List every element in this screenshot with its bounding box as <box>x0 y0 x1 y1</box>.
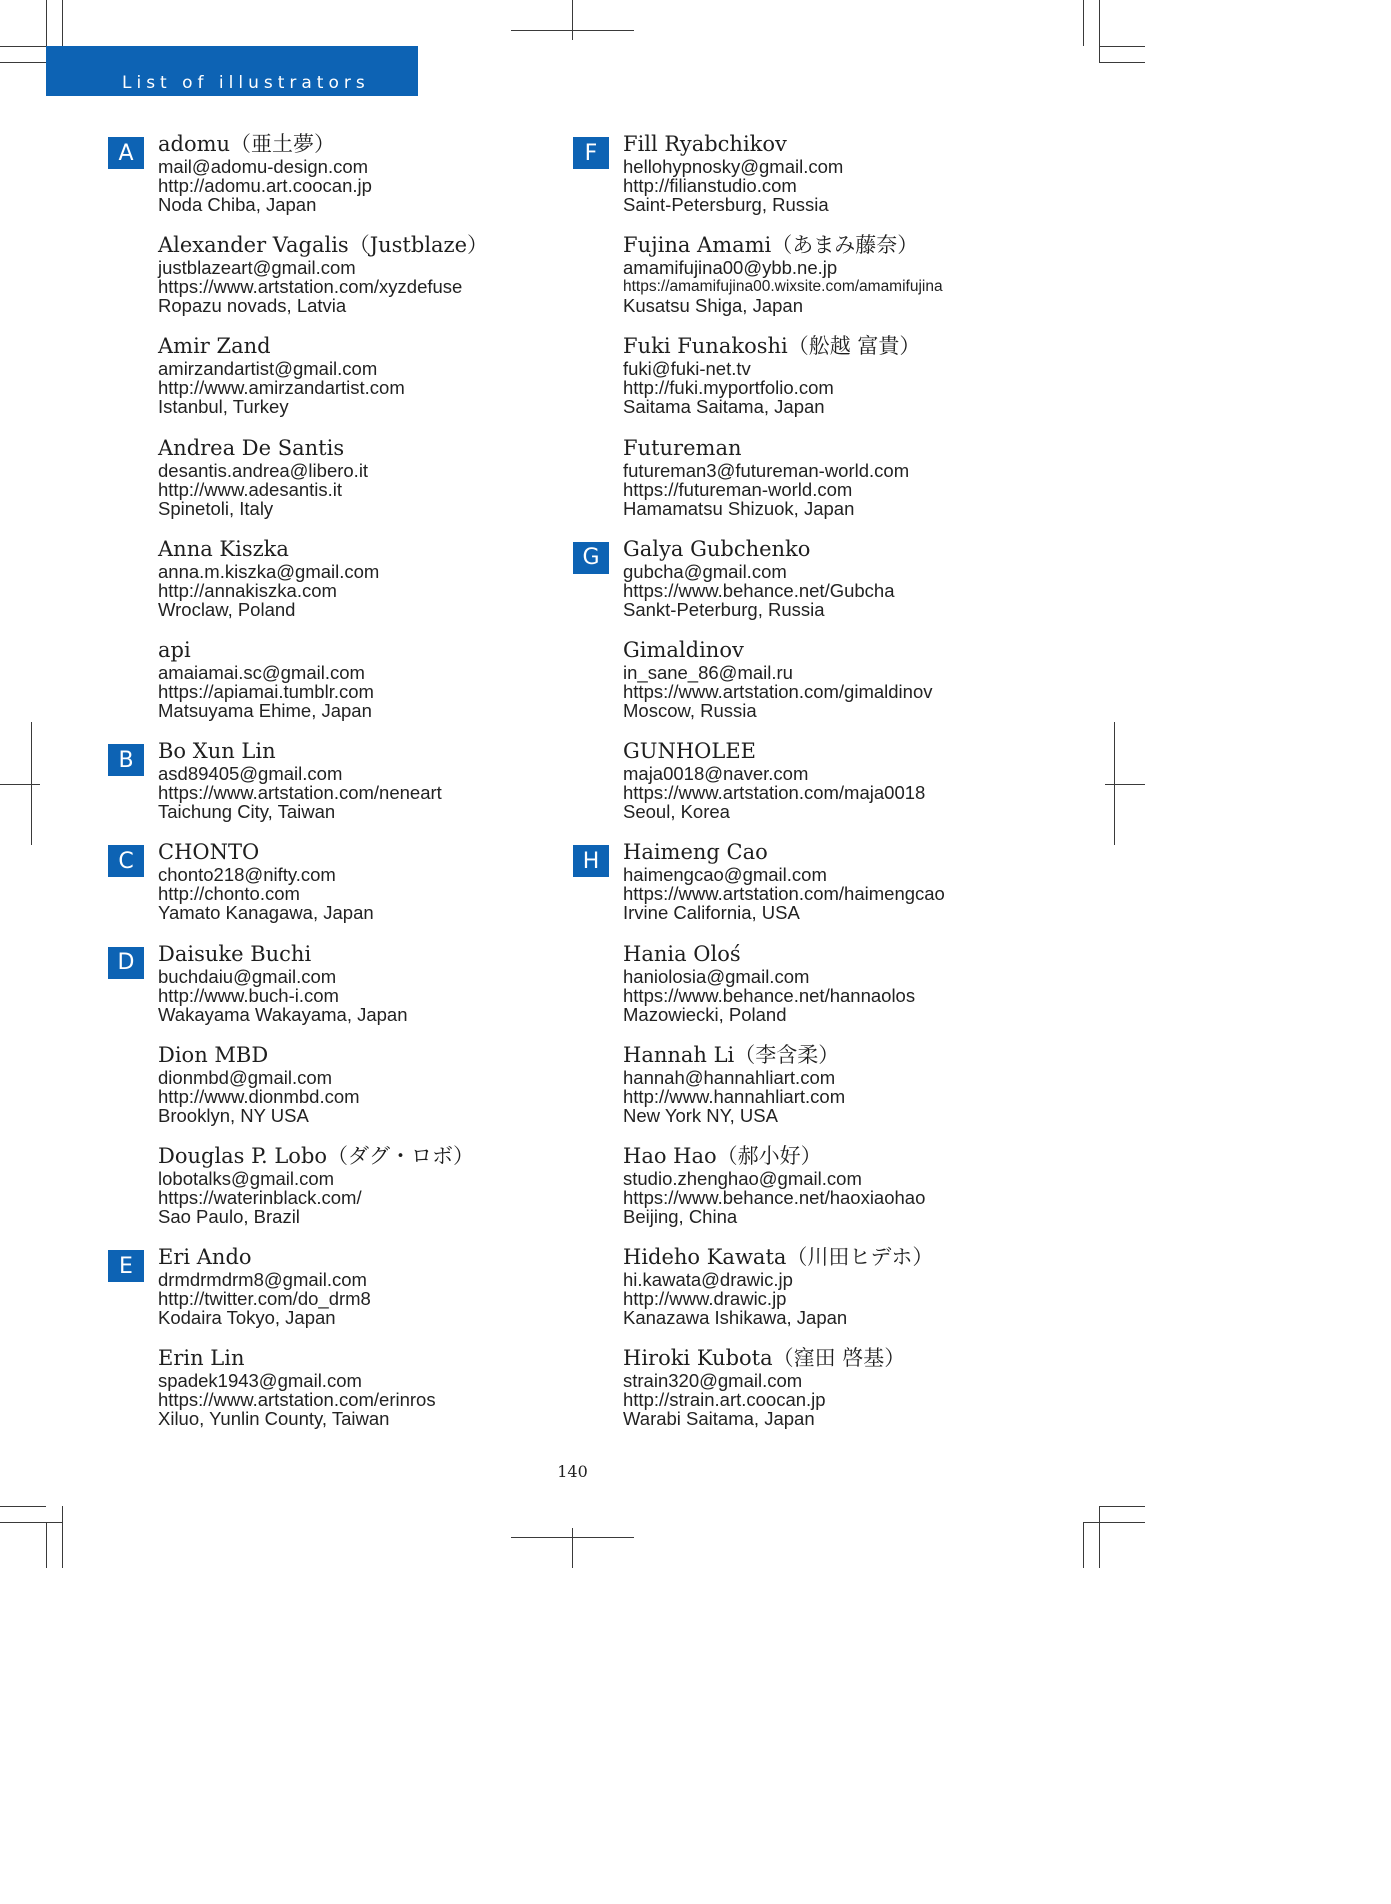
illustrator-name: Futureman <box>623 435 742 460</box>
illustrator-website[interactable]: http://www.buch-i.com <box>158 984 339 1006</box>
illustrator-email[interactable]: hi.kawata@drawic.jp <box>623 1269 793 1291</box>
illustrator-name: Gimaldinov <box>623 637 744 662</box>
illustrator-location: Seoul, Korea <box>623 801 730 823</box>
illustrator-location: Kusatsu Shiga, Japan <box>623 295 803 317</box>
illustrator-email[interactable]: dionmbd@gmail.com <box>158 1066 333 1088</box>
illustrator-entry <box>573 131 1053 232</box>
illustrator-website[interactable]: https://apiamai.tumblr.com <box>158 680 374 702</box>
illustrator-website[interactable]: http://chonto.com <box>158 883 300 905</box>
illustrator-email[interactable]: lobotalks@gmail.com <box>158 1167 335 1189</box>
illustrator-email[interactable]: maja0018@naver.com <box>623 763 809 785</box>
illustrator-name: Hao Hao（郝小好） <box>623 1143 822 1168</box>
index-letter-badge: A <box>108 137 144 169</box>
illustrator-location: New York NY, USA <box>623 1104 778 1126</box>
index-letter-badge: E <box>108 1250 144 1282</box>
illustrator-name: Hiroki Kubota（窪田 啓基） <box>623 1346 906 1371</box>
crop-mark <box>1099 62 1145 63</box>
illustrator-name: Dion MBD <box>158 1042 269 1067</box>
illustrator-email[interactable]: desantis.andrea@libero.it <box>158 459 369 481</box>
index-letter-badge: H <box>573 845 609 877</box>
illustrator-name: Fill Ryabchikov <box>623 132 787 156</box>
illustrator-location: Sankt-Peterburg, Russia <box>623 598 825 620</box>
illustrator-entry <box>108 435 588 536</box>
crop-mark <box>1099 1506 1100 1568</box>
illustrator-email[interactable]: justblazeart@gmail.com <box>158 257 356 279</box>
index-letter-badge: C <box>108 845 144 877</box>
illustrator-website[interactable]: https://www.artstation.com/maja0018 <box>623 782 926 804</box>
illustrator-website[interactable]: http://www.hannahliart.com <box>623 1085 846 1107</box>
illustrator-name: Alexander Vagalis（Justblaze） <box>158 233 489 258</box>
illustrator-entry <box>108 738 588 839</box>
illustrator-email[interactable]: haniolosia@gmail.com <box>623 965 810 987</box>
illustrator-name: Andrea De Santis <box>158 435 345 460</box>
illustrator-entry <box>108 941 588 1042</box>
crop-mark <box>511 30 634 31</box>
illustrator-entry <box>573 1143 1053 1244</box>
illustrator-website[interactable]: https://www.behance.net/hannaolos <box>623 984 916 1006</box>
illustrator-website[interactable]: http://www.drawic.jp <box>623 1288 787 1310</box>
illustrator-location: Yamato Kanagawa, Japan <box>158 902 374 924</box>
illustrator-entry <box>573 1042 1053 1143</box>
illustrator-location: Mazowiecki, Poland <box>623 1003 787 1025</box>
section-title: List of illustrators <box>122 73 370 93</box>
illustrator-email[interactable]: spadek1943@gmail.com <box>158 1370 362 1392</box>
illustrator-website[interactable]: http://www.amirzandartist.com <box>158 377 405 399</box>
illustrator-website[interactable]: http://twitter.com/do_drm8 <box>158 1288 371 1310</box>
illustrator-email[interactable]: hannah@hannahliart.com <box>623 1066 836 1088</box>
illustrator-email[interactable]: anna.m.kiszka@gmail.com <box>158 560 380 582</box>
illustrator-entry <box>108 1042 588 1143</box>
illustrator-name: Fuki Funakoshi（舩越 富貴） <box>623 334 921 359</box>
right-column <box>573 131 1053 1446</box>
crop-mark <box>1099 1506 1145 1507</box>
illustrator-location: Warabi Saitama, Japan <box>623 1408 815 1430</box>
illustrator-website[interactable]: http://strain.art.coocan.jp <box>623 1389 826 1411</box>
illustrator-entry <box>108 1345 588 1446</box>
crop-mark <box>1105 784 1145 785</box>
illustrator-email[interactable]: futureman3@futureman-world.com <box>623 459 910 481</box>
illustrator-entry <box>573 637 1053 738</box>
illustrator-location: Wakayama Wakayama, Japan <box>158 1003 408 1025</box>
illustrator-email[interactable]: asd89405@gmail.com <box>158 763 343 785</box>
illustrator-entry <box>573 333 1053 434</box>
illustrator-website[interactable]: https://www.artstation.com/haimengcao <box>623 883 945 905</box>
illustrator-name: Anna Kiszka <box>158 536 289 561</box>
illustrator-website[interactable]: http://www.dionmbd.com <box>158 1085 360 1107</box>
illustrator-entry <box>573 232 1053 333</box>
illustrator-location: Saitama Saitama, Japan <box>623 396 825 418</box>
illustrator-name: Bo Xun Lin <box>158 739 276 764</box>
illustrator-email[interactable]: amaiamai.sc@gmail.com <box>158 661 365 683</box>
illustrator-location: Xiluo, Yunlin County, Taiwan <box>158 1408 390 1430</box>
illustrator-location: Istanbul, Turkey <box>158 396 289 418</box>
illustrator-location: Brooklyn, NY USA <box>158 1104 309 1126</box>
illustrator-website[interactable]: http://www.adesantis.it <box>158 478 343 500</box>
illustrator-name: api <box>158 637 191 662</box>
index-letter-badge: D <box>108 947 144 979</box>
illustrator-location: Moscow, Russia <box>623 699 757 721</box>
crop-mark <box>46 0 47 46</box>
crop-mark <box>511 1537 634 1538</box>
illustrator-entry <box>108 131 588 232</box>
crop-mark <box>1114 722 1115 845</box>
illustrator-name: GUNHOLEE <box>623 739 756 764</box>
illustrator-location: Taichung City, Taiwan <box>158 801 336 823</box>
crop-mark <box>62 1506 63 1568</box>
illustrator-website[interactable]: https://www.artstation.com/neneart <box>158 782 442 804</box>
crop-mark <box>0 46 46 47</box>
illustrator-entry <box>108 839 588 940</box>
illustrator-email[interactable]: chonto218@nifty.com <box>158 864 336 886</box>
illustrator-email[interactable]: strain320@gmail.com <box>623 1370 803 1392</box>
illustrator-website[interactable]: https://waterinblack.com/ <box>158 1186 362 1208</box>
crop-mark <box>1099 0 1100 62</box>
illustrator-name: Hannah Li（李含柔） <box>623 1042 840 1067</box>
illustrator-name: Galya Gubchenko <box>623 536 811 561</box>
illustrator-location: Kanazawa Ishikawa, Japan <box>623 1307 848 1329</box>
illustrator-entry <box>108 333 588 434</box>
illustrator-website[interactable]: http://fuki.myportfolio.com <box>623 377 834 399</box>
illustrator-website[interactable]: https://www.behance.net/haoxiaohao <box>623 1186 926 1208</box>
illustrator-location: Sao Paulo, Brazil <box>158 1205 300 1227</box>
illustrator-entry <box>573 941 1053 1042</box>
illustrator-name: CHONTO <box>158 840 260 865</box>
crop-mark <box>0 1522 62 1523</box>
illustrator-website[interactable]: http://adomu.art.coocan.jp <box>158 175 372 196</box>
illustrator-entry <box>573 536 1053 637</box>
illustrator-email[interactable]: amirzandartist@gmail.com <box>158 358 378 380</box>
illustrator-entry <box>573 1244 1053 1345</box>
illustrator-name: adomu（亜土夢） <box>158 132 336 156</box>
illustrator-location: Noda Chiba, Japan <box>158 194 317 215</box>
illustrator-entry <box>108 232 588 333</box>
illustrator-entry <box>108 536 588 637</box>
illustrator-location: Ropazu novads, Latvia <box>158 295 347 317</box>
illustrator-website[interactable]: https://www.behance.net/Gubcha <box>623 579 895 601</box>
crop-mark <box>46 1522 47 1568</box>
illustrator-email[interactable]: fuki@fuki-net.tv <box>623 358 751 380</box>
illustrator-location: Irvine California, USA <box>623 902 800 924</box>
illustrator-name: Haimeng Cao <box>623 840 768 865</box>
illustrator-email[interactable]: drmdrmdrm8@gmail.com <box>158 1269 367 1291</box>
illustrator-email[interactable]: gubcha@gmail.com <box>623 560 787 582</box>
illustrator-entry <box>573 738 1053 839</box>
page-number: 140 <box>557 1462 588 1481</box>
illustrator-name: Erin Lin <box>158 1346 245 1371</box>
illustrator-location: Spinetoli, Italy <box>158 497 274 519</box>
illustrator-email[interactable]: buchdaiu@gmail.com <box>158 965 337 987</box>
illustrator-entry <box>108 1244 588 1345</box>
illustrator-location: Wroclaw, Poland <box>158 598 296 620</box>
crop-mark <box>1083 0 1084 46</box>
illustrator-website[interactable]: https://futureman-world.com <box>623 478 853 500</box>
illustrator-location: Saint-Petersburg, Russia <box>623 194 829 215</box>
illustrator-name: Amir Zand <box>158 334 271 359</box>
crop-mark <box>0 1506 46 1507</box>
crop-mark <box>62 0 63 46</box>
illustrator-entry <box>573 1345 1053 1446</box>
illustrator-location: Beijing, China <box>623 1205 738 1227</box>
left-column <box>108 131 588 1446</box>
illustrator-entry <box>108 637 588 738</box>
illustrator-name: Hideho Kawata（川田ヒデホ） <box>623 1245 934 1270</box>
index-letter-badge: G <box>573 542 609 574</box>
crop-mark <box>572 0 573 40</box>
crop-mark <box>0 62 46 63</box>
illustrator-website[interactable]: http://filianstudio.com <box>623 175 797 196</box>
illustrator-name: Eri Ando <box>158 1245 252 1270</box>
illustrator-website[interactable]: https://www.artstation.com/gimaldinov <box>623 680 933 702</box>
illustrator-name: Fujina Amami（あまみ藤奈） <box>623 233 919 258</box>
crop-mark <box>1099 46 1145 47</box>
crop-mark <box>572 1528 573 1568</box>
crop-mark <box>0 784 40 785</box>
illustrator-entry <box>108 1143 588 1244</box>
illustrator-email[interactable]: amamifujina00@ybb.ne.jp <box>623 257 838 279</box>
illustrator-email[interactable]: hellohypnosky@gmail.com <box>623 156 844 177</box>
index-letter-badge: B <box>108 744 144 776</box>
illustrator-entry <box>573 435 1053 536</box>
crop-mark <box>31 722 32 845</box>
illustrator-website[interactable]: https://amamifujina00.wixsite.com/amamifujina <box>623 278 943 296</box>
illustrator-location: Kodaira Tokyo, Japan <box>158 1307 336 1329</box>
section-header <box>46 46 418 96</box>
illustrator-name: Douglas P. Lobo（ダグ・ロボ） <box>158 1143 475 1168</box>
illustrator-website[interactable]: https://www.artstation.com/erinros <box>158 1389 436 1411</box>
illustrator-email[interactable]: studio.zhenghao@gmail.com <box>623 1167 862 1189</box>
illustrator-name: Daisuke Buchi <box>158 941 312 966</box>
illustrator-website[interactable]: http://annakiszka.com <box>158 579 337 601</box>
illustrator-location: Matsuyama Ehime, Japan <box>158 699 372 721</box>
crop-mark <box>1083 1522 1145 1523</box>
illustrator-name: Hania Oloś <box>623 941 741 966</box>
index-letter-badge: F <box>573 137 609 169</box>
illustrator-location: Hamamatsu Shizuok, Japan <box>623 497 855 519</box>
illustrator-entry <box>573 839 1053 940</box>
illustrator-email[interactable]: haimengcao@gmail.com <box>623 864 827 886</box>
crop-mark <box>1083 1522 1084 1568</box>
illustrator-email[interactable]: mail@adomu-design.com <box>158 156 369 177</box>
illustrator-website[interactable]: https://www.artstation.com/xyzdefuse <box>158 276 463 298</box>
illustrator-email[interactable]: in_sane_86@mail.ru <box>623 661 793 683</box>
